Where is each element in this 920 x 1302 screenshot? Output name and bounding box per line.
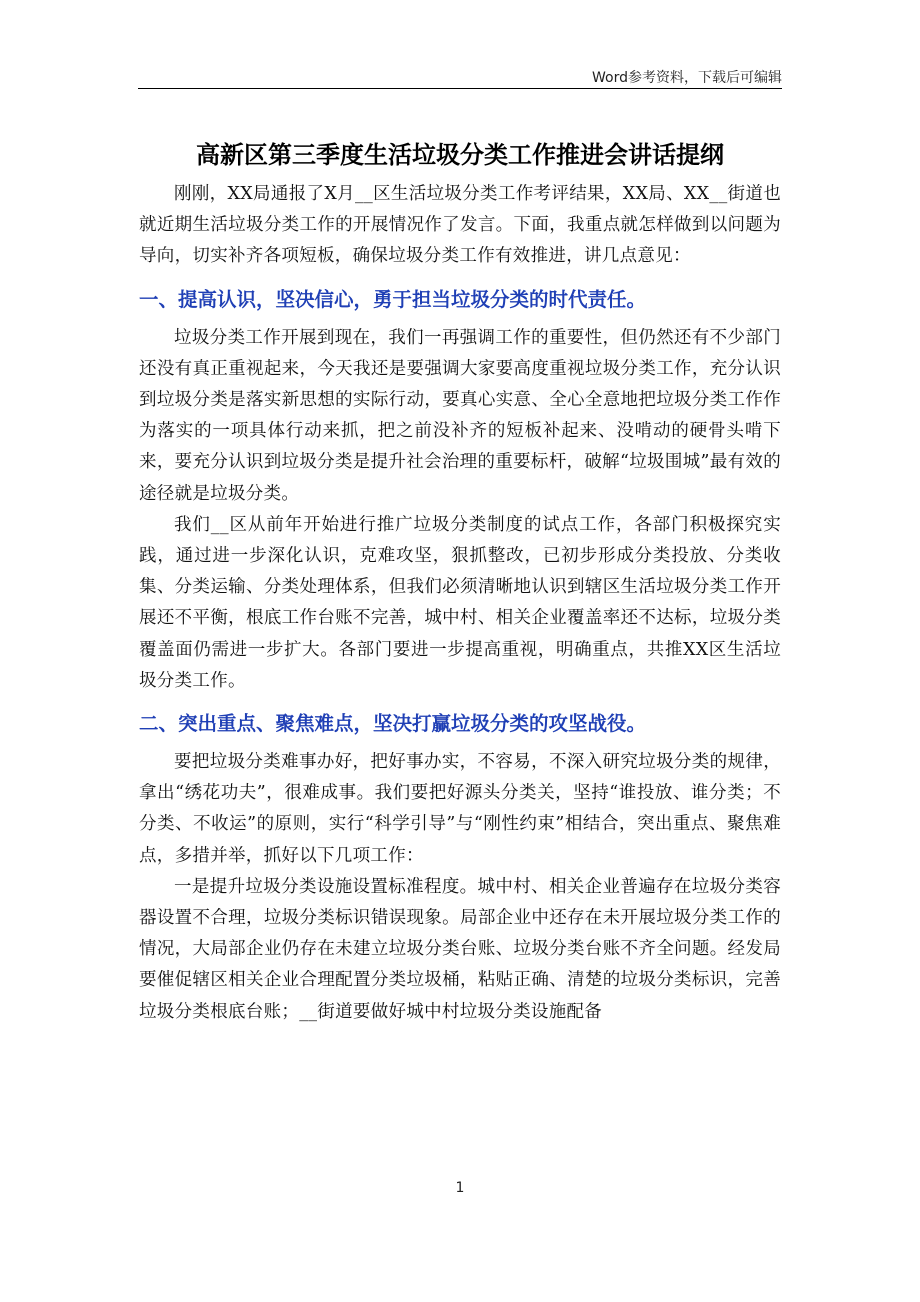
page-number: 1 <box>455 1180 465 1196</box>
intro-paragraph: 刚刚，XX局通报了X月__区生活垃圾分类工作考评结果，XX局、XX__街道也就近期生活垃圾分类工作的开展情况作了发言。下面，我重点就怎样做到以问题为导向，切实补齐各项短板，确保垃圾分类工作有效推进，讲几点意见： <box>139 184 781 267</box>
header-divider <box>138 88 782 89</box>
section1-paragraph-1: 垃圾分类工作开展到现在，我们一再强调工作的重要性，但仍然还有不少部门还没有真正重视起来，今天我还是要强调大家要高度重视垃圾分类工作，充分认识到垃圾分类是落实新思想的实际行动，要真心实意、全心全意地把垃圾分类工作作为落实的一项具体行动来抓，把之前没补齐的短板补起来、没啃动的硬骨头啃下来，要充分认识到垃圾分类是提升社会治理的重要标杆，破解“垃圾围城”最有效的途径就是垃圾分类。 <box>139 327 781 504</box>
page-header-text: Word参考资料，下载后可编辑 <box>592 70 782 86</box>
section1-paragraph-2: 我们__区从前年开始进行推广垃圾分类制度的试点工作，各部门积极探究实践，通过进一步深化认识，克难攻坚，狠抓整改，已初步形成分类投放、分类收集、分类运输、分类处理体系，但我们必须清晰地认识到辖区生活垃圾分类工作开展还不平衡，根底工作台账不完善，城中村、相关企业覆盖率还不达标，垃圾分类覆盖面仍需进一步扩大。各部门要进一步提高重视，明确重点，共推XX区生活垃圾分类工作。 <box>139 514 781 691</box>
section2-paragraph-1: 要把垃圾分类难事办好，把好事办实，不容易，不深入研究垃圾分类的规律，拿出“绣花功夫”，很难成事。我们要把好源头分类关，坚持“谁投放、谁分类；不分类、不收运”的原则，实行“科学引导”与“刚性约束”相结合，突出重点、聚焦难点，多措并举，抓好以下几项工作： <box>139 752 781 866</box>
section2-paragraph-2: 一是提升垃圾分类设施设置标准程度。城中村、相关企业普遍存在垃圾分类容器设置不合理，垃圾分类标识错误现象。局部企业中还存在未开展垃圾分类工作的情况，大局部企业仍存在未建立垃圾分类台账、垃圾分类台账不齐全问题。经发局要催促辖区相关企业合理配置分类垃圾桶，粘贴正确、清楚的垃圾分类标识，完善垃圾分类根底台账；__街道要做好城中村垃圾分类设施配备 <box>139 876 781 1022</box>
document-title: 高新区第三季度生活垃圾分类工作推进会讲话提纲 <box>196 141 724 169</box>
section-heading-2: 二、突出重点、聚焦难点，坚决打赢垃圾分类的攻坚战役。 <box>139 712 647 736</box>
document-body <box>139 135 781 1028</box>
section-heading-1: 一、提高认识，坚决信心，勇于担当垃圾分类的时代责任。 <box>139 287 647 311</box>
